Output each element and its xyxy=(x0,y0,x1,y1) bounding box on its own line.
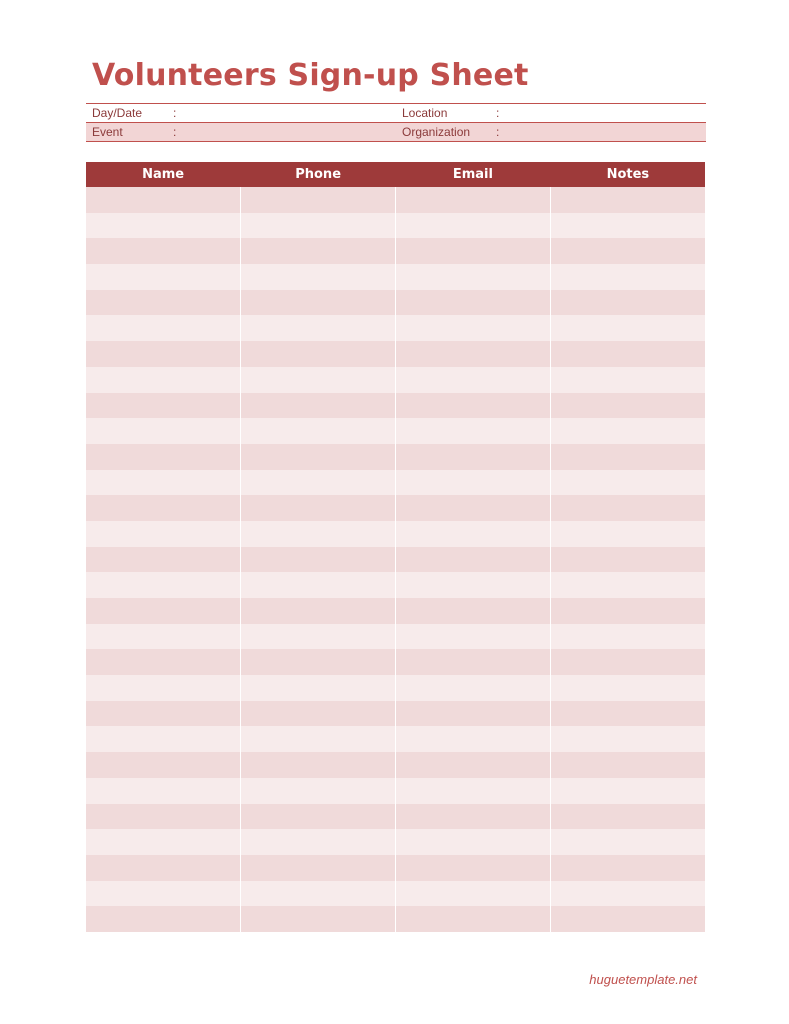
name-cell[interactable] xyxy=(86,264,241,290)
name-cell[interactable] xyxy=(86,444,241,470)
table-row xyxy=(86,726,705,752)
email-cell[interactable] xyxy=(396,393,551,419)
name-cell[interactable] xyxy=(86,238,241,264)
notes-cell[interactable] xyxy=(550,726,705,752)
email-cell[interactable] xyxy=(396,701,551,727)
email-cell[interactable] xyxy=(396,726,551,752)
name-cell[interactable] xyxy=(86,855,241,881)
notes-cell[interactable] xyxy=(550,804,705,830)
organization-label: Organization xyxy=(402,125,471,139)
day-date-label: Day/Date xyxy=(92,106,143,120)
email-cell[interactable] xyxy=(396,649,551,675)
name-cell[interactable] xyxy=(86,187,241,213)
email-cell[interactable] xyxy=(396,778,551,804)
name-cell[interactable] xyxy=(86,572,241,598)
notes-cell[interactable] xyxy=(550,881,705,907)
name-cell[interactable] xyxy=(86,906,241,932)
phone-cell[interactable] xyxy=(241,726,396,752)
phone-cell[interactable] xyxy=(241,624,396,650)
email-cell[interactable] xyxy=(396,238,551,264)
name-cell[interactable] xyxy=(86,701,241,727)
name-cell[interactable] xyxy=(86,521,241,547)
notes-cell[interactable] xyxy=(550,547,705,573)
email-cell[interactable] xyxy=(396,315,551,341)
notes-cell[interactable] xyxy=(550,675,705,701)
name-cell[interactable] xyxy=(86,367,241,393)
phone-cell[interactable] xyxy=(241,290,396,316)
phone-cell[interactable] xyxy=(241,906,396,932)
phone-cell[interactable] xyxy=(241,495,396,521)
location-colon: : xyxy=(496,106,500,120)
name-cell[interactable] xyxy=(86,213,241,239)
table-row xyxy=(86,315,705,341)
name-cell[interactable] xyxy=(86,393,241,419)
table-row xyxy=(86,213,705,239)
email-cell[interactable] xyxy=(396,675,551,701)
page-title: Volunteers Sign-up Sheet xyxy=(92,58,529,93)
notes-cell[interactable] xyxy=(550,470,705,496)
info-row-event-organization xyxy=(86,123,706,142)
name-cell[interactable] xyxy=(86,624,241,650)
column-header-phone: Phone xyxy=(241,162,396,187)
signup-table xyxy=(86,162,705,932)
email-cell[interactable] xyxy=(396,829,551,855)
phone-cell[interactable] xyxy=(241,367,396,393)
notes-cell[interactable] xyxy=(550,187,705,213)
table-row xyxy=(86,444,705,470)
phone-cell[interactable] xyxy=(241,881,396,907)
phone-cell[interactable] xyxy=(241,238,396,264)
table-row xyxy=(86,778,705,804)
email-cell[interactable] xyxy=(396,470,551,496)
event-info-section xyxy=(86,103,706,142)
phone-cell[interactable] xyxy=(241,521,396,547)
name-cell[interactable] xyxy=(86,547,241,573)
phone-cell[interactable] xyxy=(241,341,396,367)
name-cell[interactable] xyxy=(86,829,241,855)
name-cell[interactable] xyxy=(86,778,241,804)
table-row xyxy=(86,547,705,573)
table-row xyxy=(86,572,705,598)
name-cell[interactable] xyxy=(86,418,241,444)
notes-cell[interactable] xyxy=(550,367,705,393)
table-row xyxy=(86,393,705,419)
email-cell[interactable] xyxy=(396,624,551,650)
name-cell[interactable] xyxy=(86,881,241,907)
table-row xyxy=(86,855,705,881)
table-row xyxy=(86,470,705,496)
table-header-row xyxy=(86,162,705,187)
phone-cell[interactable] xyxy=(241,547,396,573)
table-row xyxy=(86,649,705,675)
phone-cell[interactable] xyxy=(241,470,396,496)
phone-cell[interactable] xyxy=(241,444,396,470)
day-date-colon: : xyxy=(173,106,177,120)
email-cell[interactable] xyxy=(396,804,551,830)
table-row xyxy=(86,264,705,290)
table-row xyxy=(86,598,705,624)
table-row xyxy=(86,341,705,367)
table-row xyxy=(86,187,705,213)
table-row xyxy=(86,829,705,855)
email-cell[interactable] xyxy=(396,572,551,598)
phone-cell[interactable] xyxy=(241,264,396,290)
notes-cell[interactable] xyxy=(550,213,705,239)
name-cell[interactable] xyxy=(86,290,241,316)
notes-cell[interactable] xyxy=(550,752,705,778)
phone-cell[interactable] xyxy=(241,804,396,830)
name-cell[interactable] xyxy=(86,315,241,341)
notes-cell[interactable] xyxy=(550,598,705,624)
notes-cell[interactable] xyxy=(550,829,705,855)
table-row xyxy=(86,752,705,778)
email-cell[interactable] xyxy=(396,881,551,907)
event-label: Event xyxy=(92,125,123,139)
phone-cell[interactable] xyxy=(241,829,396,855)
phone-cell[interactable] xyxy=(241,778,396,804)
phone-cell[interactable] xyxy=(241,315,396,341)
phone-cell[interactable] xyxy=(241,598,396,624)
table-row xyxy=(86,624,705,650)
name-cell[interactable] xyxy=(86,341,241,367)
phone-cell[interactable] xyxy=(241,572,396,598)
phone-cell[interactable] xyxy=(241,752,396,778)
notes-cell[interactable] xyxy=(550,624,705,650)
phone-cell[interactable] xyxy=(241,675,396,701)
name-cell[interactable] xyxy=(86,470,241,496)
notes-cell[interactable] xyxy=(550,290,705,316)
notes-cell[interactable] xyxy=(550,393,705,419)
notes-cell[interactable] xyxy=(550,495,705,521)
phone-cell[interactable] xyxy=(241,213,396,239)
phone-cell[interactable] xyxy=(241,649,396,675)
email-cell[interactable] xyxy=(396,187,551,213)
phone-cell[interactable] xyxy=(241,418,396,444)
email-cell[interactable] xyxy=(396,341,551,367)
name-cell[interactable] xyxy=(86,726,241,752)
table-body xyxy=(86,187,705,932)
notes-cell[interactable] xyxy=(550,444,705,470)
table-row xyxy=(86,367,705,393)
table-row xyxy=(86,290,705,316)
email-cell[interactable] xyxy=(396,495,551,521)
email-cell[interactable] xyxy=(396,752,551,778)
phone-cell[interactable] xyxy=(241,187,396,213)
table-row xyxy=(86,906,705,932)
notes-cell[interactable] xyxy=(550,701,705,727)
notes-cell[interactable] xyxy=(550,855,705,881)
email-cell[interactable] xyxy=(396,444,551,470)
notes-cell[interactable] xyxy=(550,341,705,367)
organization-colon: : xyxy=(496,125,500,139)
phone-cell[interactable] xyxy=(241,701,396,727)
notes-cell[interactable] xyxy=(550,906,705,932)
table-row xyxy=(86,701,705,727)
notes-cell[interactable] xyxy=(550,778,705,804)
notes-cell[interactable] xyxy=(550,418,705,444)
event-colon: : xyxy=(173,125,177,139)
notes-cell[interactable] xyxy=(550,649,705,675)
table-row xyxy=(86,675,705,701)
column-header-name: Name xyxy=(86,162,241,187)
email-cell[interactable] xyxy=(396,598,551,624)
email-cell[interactable] xyxy=(396,290,551,316)
notes-cell[interactable] xyxy=(550,264,705,290)
notes-cell[interactable] xyxy=(550,238,705,264)
footer-website: huguetemplate.net xyxy=(589,972,697,987)
table-row xyxy=(86,495,705,521)
email-cell[interactable] xyxy=(396,367,551,393)
notes-cell[interactable] xyxy=(550,572,705,598)
name-cell[interactable] xyxy=(86,804,241,830)
email-cell[interactable] xyxy=(396,264,551,290)
email-cell[interactable] xyxy=(396,855,551,881)
name-cell[interactable] xyxy=(86,598,241,624)
notes-cell[interactable] xyxy=(550,315,705,341)
email-cell[interactable] xyxy=(396,521,551,547)
email-cell[interactable] xyxy=(396,547,551,573)
table-row xyxy=(86,418,705,444)
email-cell[interactable] xyxy=(396,418,551,444)
table-row xyxy=(86,521,705,547)
name-cell[interactable] xyxy=(86,675,241,701)
email-cell[interactable] xyxy=(396,906,551,932)
column-header-email: Email xyxy=(396,162,551,187)
name-cell[interactable] xyxy=(86,495,241,521)
name-cell[interactable] xyxy=(86,752,241,778)
email-cell[interactable] xyxy=(396,213,551,239)
table-row xyxy=(86,804,705,830)
table-row xyxy=(86,238,705,264)
location-label: Location xyxy=(402,106,448,120)
phone-cell[interactable] xyxy=(241,393,396,419)
column-header-notes: Notes xyxy=(550,162,705,187)
name-cell[interactable] xyxy=(86,649,241,675)
info-row-date-location xyxy=(86,104,706,123)
phone-cell[interactable] xyxy=(241,855,396,881)
table-row xyxy=(86,881,705,907)
notes-cell[interactable] xyxy=(550,521,705,547)
